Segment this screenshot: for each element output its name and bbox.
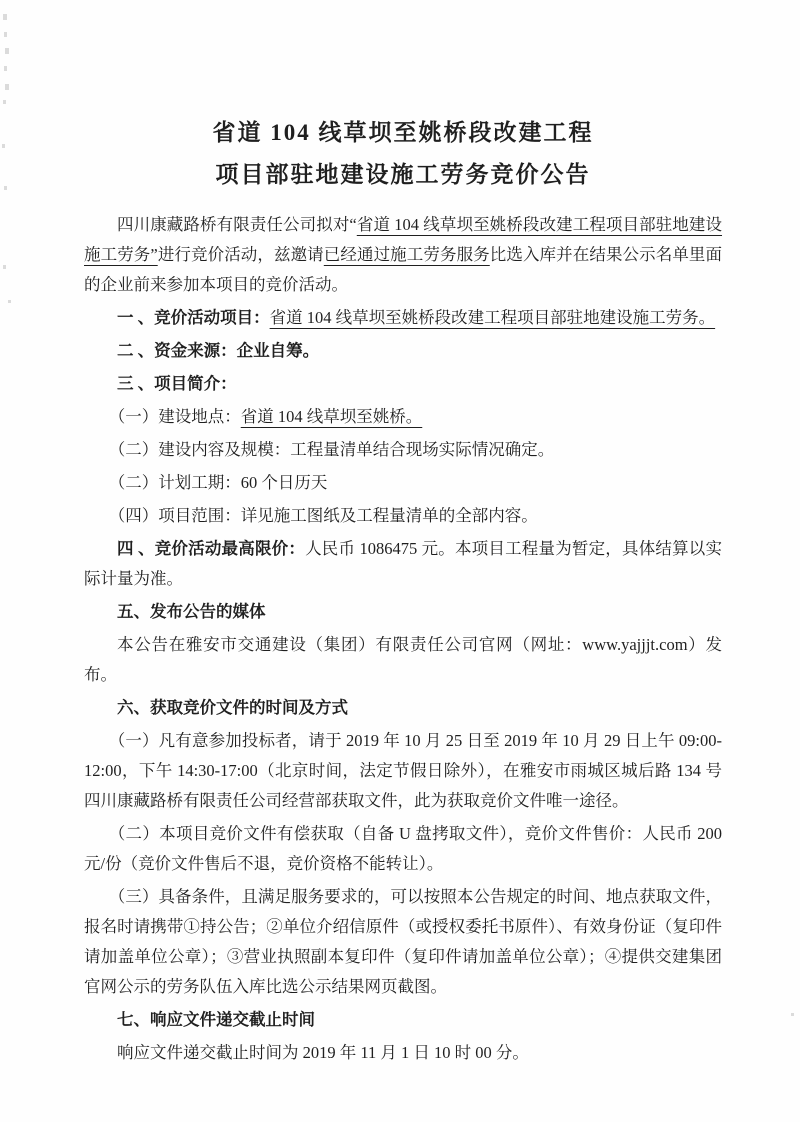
- text-segment: 已经通过施工劳务服务: [323, 245, 490, 264]
- title-line-2: 项目部驻地建设施工劳务竞价公告: [215, 162, 591, 187]
- media-paragraph: [84, 630, 722, 690]
- text-segment: 本公告在雅安市交通建设（集团）有限责任公司官网（网址：www.yajjjt.com）发布。: [84, 635, 722, 684]
- item-7-deadline: [84, 1005, 722, 1035]
- sub-3-2-content-scale: [84, 435, 722, 465]
- scan-artifact: [3, 14, 7, 20]
- scan-artifact: [3, 265, 6, 269]
- text-segment: 四 、竞价活动最高限价：: [117, 539, 306, 558]
- scan-artifact: [3, 100, 6, 104]
- item-3-project-overview: [84, 369, 722, 399]
- title-line-1: 省道 104 线草坝至姚桥段改建工程: [212, 120, 594, 145]
- document-title: [84, 112, 722, 196]
- item-5-announcement-media: [84, 597, 722, 627]
- text-segment: 人民币 1086475 元。本项目工程量为暂定，具体结算以实际计量为准。: [84, 539, 723, 588]
- item-2-funding-source: [84, 336, 722, 366]
- text-segment: （二）建设内容及规模：工程量清单结合现场实际情况确定。: [108, 440, 555, 459]
- text-segment: （一）建设地点：: [108, 407, 241, 426]
- text-segment: 六、获取竞价文件的时间及方式: [117, 698, 348, 717]
- text-segment: 响应文件递交截止时间为 2019 年 11 月 1 日 10 时 00 分。: [117, 1043, 529, 1062]
- text-segment: 省道 104 线草坝至姚桥段改建工程项目部驻地建设施工劳务”: [84, 215, 723, 264]
- text-segment: （一）凡有意参加投标者，请于 2019 年 10 月 25 日至 2019 年 10 月 29 日上午 09:00-12:00，下午 14:30-17:00（北京时间，法定节假日除外），在雅安市雨城区城后路 134 号四川康藏路桥有限责任公司经营部获取文件，此为获取竞价文件唯一途径。: [84, 731, 722, 810]
- sub-6-2-fee: [84, 819, 722, 879]
- item-1-auction-project: [84, 303, 722, 333]
- sub-3-1-location: [84, 402, 722, 432]
- text-segment: 比选入库并在结果公示名单里面的企业前来参加本项目的竞价活动。: [84, 245, 723, 294]
- scan-artifact: [4, 66, 7, 71]
- text-segment: 进行竞价活动，兹邀请: [157, 245, 324, 264]
- text-segment: （四）项目范围：详见施工图纸及工程量清单的全部内容。: [108, 506, 538, 525]
- text-segment: 二 、资金来源：企业自筹。: [117, 341, 320, 360]
- text-segment: 四川康藏路桥有限责任公司拟对“: [117, 215, 357, 234]
- item-4-max-price: [84, 534, 722, 594]
- intro-paragraph: [84, 210, 722, 300]
- text-segment: 省道 104 线草坝至姚桥段改建工程项目部驻地建设施工劳务。: [269, 308, 716, 327]
- scan-artifact: [4, 32, 7, 37]
- text-segment: 七、响应文件递交截止时间: [117, 1010, 315, 1029]
- sub-3-3-schedule: [84, 468, 722, 498]
- text-segment: （三）具备条件，且满足服务要求的，可以按照本公告规定的时间、地点获取文件，报名时请携带①持公告；②单位介绍信原件（或授权委托书原件）、有效身份证（复印件请加盖单位公章）；③营业执照副本复印件（复印件请加盖单位公章）；④提供交建集团官网公示的劳务队伍入库比选公示结果网页截图。: [84, 887, 722, 996]
- scan-artifact: [2, 144, 5, 148]
- deadline-paragraph: [84, 1038, 722, 1068]
- text-segment: （二）计划工期：60 个日历天: [108, 473, 328, 492]
- text-segment: （二）本项目竞价文件有偿获取（自备 U 盘拷取文件），竞价文件售价：人民币 200 元/份（竞价文件售后不退，竞价资格不能转让）。: [84, 824, 722, 873]
- sub-3-4-scope: [84, 501, 722, 531]
- document-body: [84, 210, 722, 1068]
- scan-artifact: [5, 84, 9, 90]
- sub-6-1-time-place: [84, 726, 722, 816]
- text-segment: 五、发布公告的媒体: [117, 602, 266, 621]
- scan-artifact: [5, 48, 9, 54]
- sub-6-3-requirements: [84, 882, 722, 1002]
- scan-artifact: [4, 186, 7, 190]
- scan-artifact: [791, 1013, 794, 1016]
- item-6-obtain-documents: [84, 693, 722, 723]
- scan-artifact: [8, 300, 11, 303]
- text-segment: 省道 104 线草坝至姚桥。: [240, 407, 423, 426]
- text-segment: 一 、竞价活动项目：: [117, 308, 270, 327]
- text-segment: 三 、项目简介：: [117, 374, 237, 393]
